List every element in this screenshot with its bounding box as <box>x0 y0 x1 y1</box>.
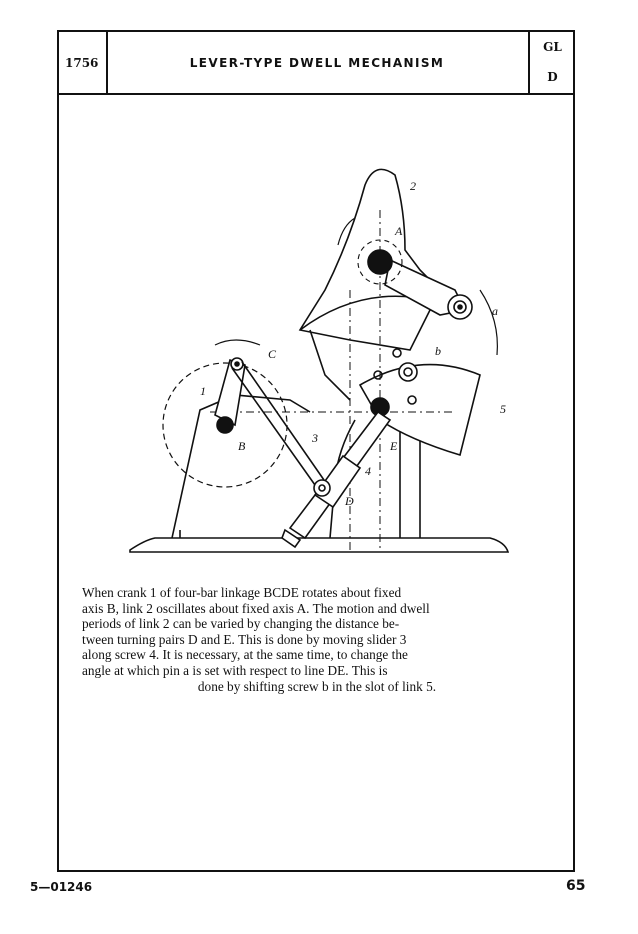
label-pin-A: A <box>395 224 403 238</box>
figure-caption <box>82 585 552 694</box>
label-link-5: 5 <box>500 402 506 416</box>
mechanism-diagram <box>60 150 540 570</box>
pin-D <box>314 480 330 496</box>
caption-line: angle at which pin a is set with respect to line DE. This is <box>82 662 388 678</box>
label-pin-B: B <box>238 439 246 453</box>
base-plate <box>130 538 508 552</box>
entry-number: 1756 <box>65 56 99 70</box>
caption-line: axis B, link 2 oscillates about fixed axis A. The motion and dwell <box>82 600 430 616</box>
classification-code-bottom: D <box>547 70 558 84</box>
classification-code-top: GL <box>543 40 562 54</box>
label-screw-b: b <box>435 344 441 358</box>
label-pin-D: D <box>345 494 354 508</box>
label-link-1: 1 <box>200 384 206 398</box>
left-stand <box>172 395 310 538</box>
coupler-link <box>232 362 324 485</box>
label-link-3: 3 <box>312 431 318 445</box>
page-number: 65 <box>566 878 586 894</box>
label-link-4: 4 <box>365 464 371 478</box>
label-pin-a: a <box>492 304 498 318</box>
caption-line: tween turning pairs D and E. This is done by moving slider 3 <box>82 631 407 647</box>
page-title: LEVER-TYPE DWELL MECHANISM <box>189 56 445 70</box>
print-code: 5—01246 <box>30 880 93 894</box>
caption-line: done by shifting screw b in the slot of link 5. <box>197 678 437 694</box>
caption-line: periods of link 2 can be varied by changing the distance be- <box>82 616 400 632</box>
label-link-2: 2 <box>410 179 416 193</box>
label-pin-E: E <box>390 439 398 453</box>
header <box>59 32 573 95</box>
pin-B <box>217 417 233 433</box>
label-pin-C: C <box>268 347 277 361</box>
caption-line: along screw 4. It is necessary, at the same time, to change the <box>82 647 408 663</box>
caption-line: When crank 1 of four-bar linkage BCDE rotates about fixed <box>82 585 402 600</box>
